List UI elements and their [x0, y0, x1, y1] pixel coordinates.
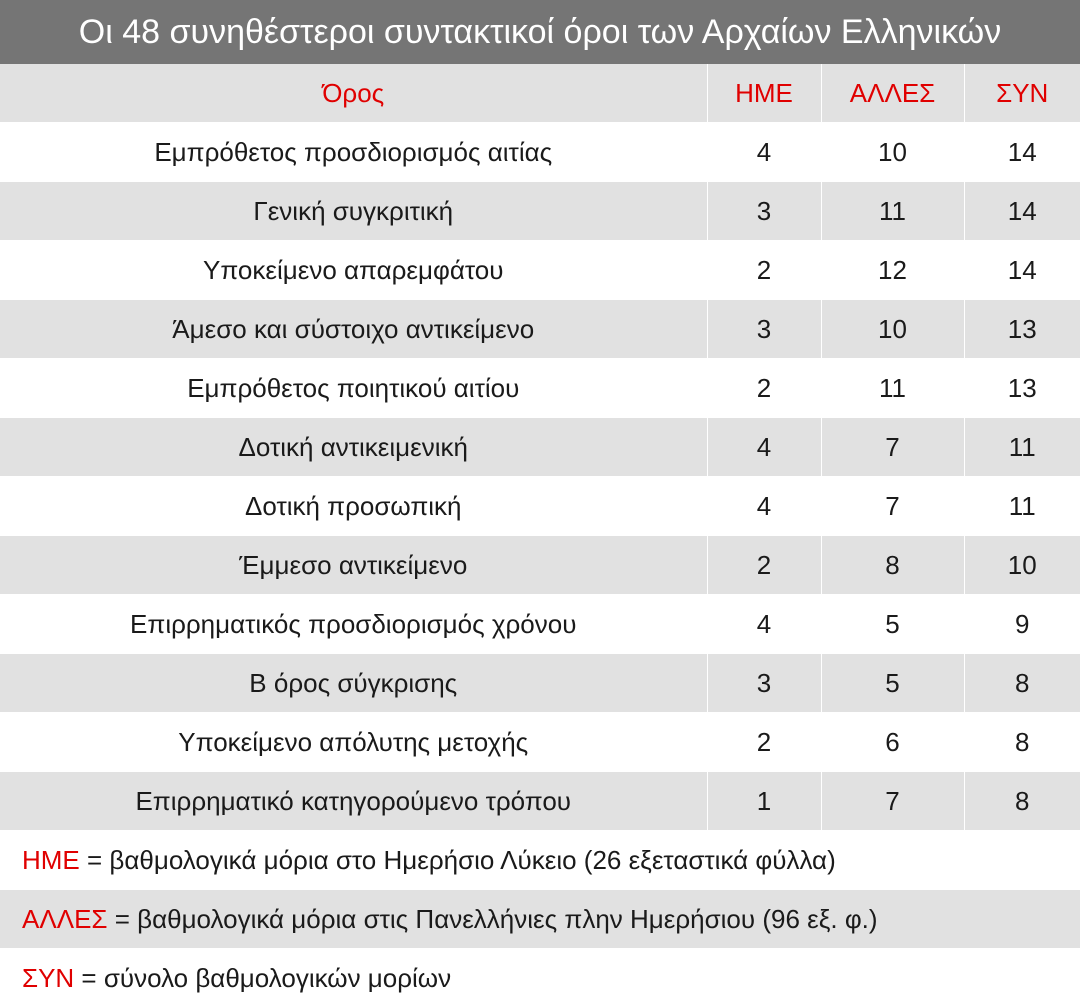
cell-syn: 14 — [1007, 136, 1037, 167]
cell-term: Έμμεσο αντικείμενο — [0, 536, 707, 595]
cell-alles: 11 — [821, 182, 964, 241]
cell-alles: 6 — [821, 713, 964, 772]
legend-hme — [0, 831, 1080, 890]
cell-hme: 2 — [707, 359, 821, 418]
cell-hme: 4 — [707, 123, 821, 182]
legend-text: = βαθμολογικά μόρια στο Ημερήσιο Λύκειο (26 εξεταστικά φύλλα) — [79, 845, 836, 875]
cell-term: Β όρος σύγκρισης — [0, 654, 707, 713]
table-row — [0, 772, 1080, 831]
cell-hme: 3 — [707, 654, 821, 713]
cell-hme: 3 — [707, 300, 821, 359]
legend-alles — [0, 890, 1080, 949]
cell-term: Υποκείμενο απαρεμφάτου — [0, 241, 707, 300]
table-row — [0, 241, 1080, 300]
header-syn: ΣΥΝ — [996, 77, 1049, 108]
cell-syn: 13 — [1007, 372, 1037, 403]
cell-syn: 10 — [1007, 549, 1037, 580]
cell-term: Υποκείμενο απόλυτης μετοχής — [0, 713, 707, 772]
cell-term: Δοτική αντικειμενική — [0, 418, 707, 477]
cell-alles: 7 — [821, 477, 964, 536]
cell-hme: 4 — [707, 418, 821, 477]
cell-alles: 11 — [821, 359, 964, 418]
cell-alles: 7 — [821, 418, 964, 477]
cell-hme: 1 — [707, 772, 821, 831]
cell-hme: 2 — [707, 713, 821, 772]
cell-term: Επιρρηματικό κατηγορούμενο τρόπου — [0, 772, 707, 831]
cell-alles: 10 — [821, 300, 964, 359]
table-row — [0, 359, 1080, 418]
legend-syn — [0, 949, 1080, 1008]
page-title: Οι 48 συνηθέστεροι συντακτικοί όροι των Αρχαίων Ελληνικών — [0, 0, 1080, 64]
cell-hme: 3 — [707, 182, 821, 241]
cell-alles: 12 — [821, 241, 964, 300]
cell-hme: 2 — [707, 241, 821, 300]
table-row — [0, 182, 1080, 241]
table-row — [0, 536, 1080, 595]
cell-hme: 4 — [707, 477, 821, 536]
cell-alles: 5 — [821, 654, 964, 713]
table-row — [0, 418, 1080, 477]
legend-text: = βαθμολογικά μόρια στις Πανελλήνιες πλην Ημερήσιου (96 εξ. φ.) — [107, 904, 878, 934]
header-alles: ΑΛΛΕΣ — [821, 64, 964, 123]
cell-syn: 11 — [1008, 431, 1036, 462]
legend-abbr: ΗΜΕ — [22, 845, 80, 875]
cell-syn: 14 — [1007, 254, 1037, 285]
cell-alles: 5 — [821, 595, 964, 654]
cell-hme: 4 — [707, 595, 821, 654]
cell-syn: 9 — [1015, 608, 1030, 639]
table-header-row — [0, 64, 1080, 123]
cell-alles: 7 — [821, 772, 964, 831]
cell-syn: 13 — [1007, 313, 1037, 344]
cell-syn: 11 — [1008, 490, 1036, 521]
table-row — [0, 300, 1080, 359]
cell-syn: 8 — [1015, 726, 1030, 757]
legend-text: = σύνολο βαθμολογικών μορίων — [74, 963, 452, 993]
table-row — [0, 654, 1080, 713]
cell-syn: 14 — [1007, 195, 1037, 226]
cell-term: Επιρρηματικός προσδιορισμός χρόνου — [0, 595, 707, 654]
table-row — [0, 123, 1080, 182]
cell-term: Δοτική προσωπική — [0, 477, 707, 536]
cell-hme: 2 — [707, 536, 821, 595]
cell-alles: 10 — [821, 123, 964, 182]
legend-abbr: ΑΛΛΕΣ — [22, 904, 108, 934]
cell-term: Γενική συγκριτική — [0, 182, 707, 241]
table-row — [0, 713, 1080, 772]
table-row — [0, 595, 1080, 654]
table-row — [0, 477, 1080, 536]
cell-alles: 8 — [821, 536, 964, 595]
cell-syn: 8 — [1015, 667, 1030, 698]
cell-term: Εμπρόθετος ποιητικού αιτίου — [0, 359, 707, 418]
cell-syn: 8 — [1015, 785, 1030, 816]
terms-table — [0, 64, 1080, 831]
legend-abbr: ΣΥΝ — [22, 963, 75, 993]
header-term: Όρος — [0, 64, 707, 123]
cell-term: Άμεσο και σύστοιχο αντικείμενο — [0, 300, 707, 359]
header-hme: ΗΜΕ — [707, 64, 821, 123]
cell-term: Εμπρόθετος προσδιορισμός αιτίας — [0, 123, 707, 182]
